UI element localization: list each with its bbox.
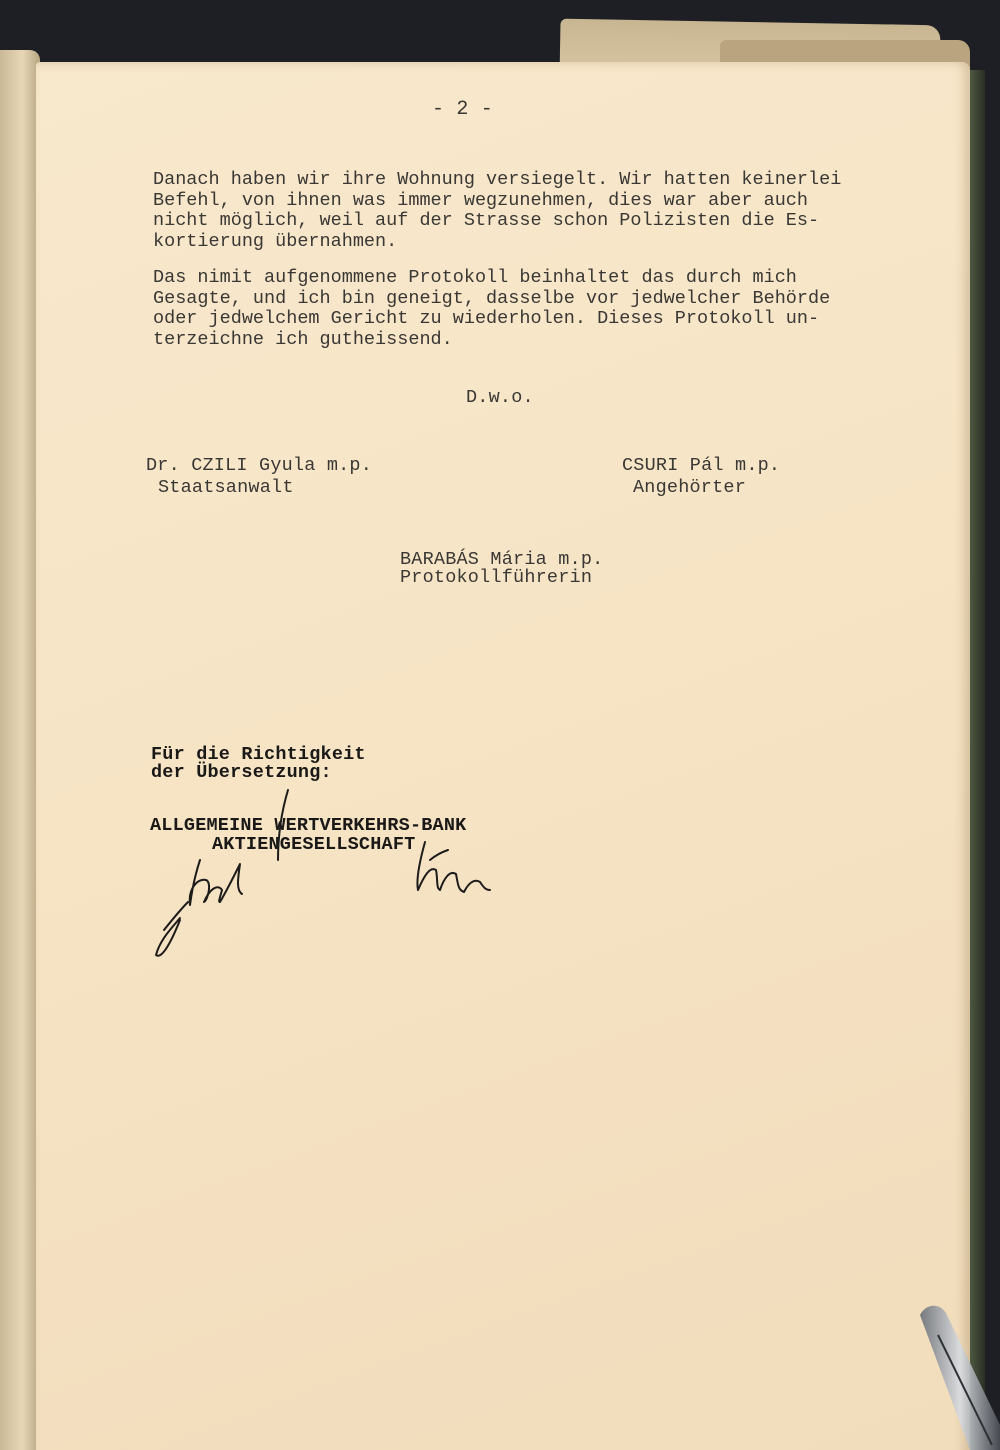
paragraph-2-line: Das nimit aufgenommene Protokoll beinhaltet das durch mich bbox=[153, 267, 797, 288]
signatory-right-name: CSURI Pál m.p. bbox=[622, 455, 781, 476]
paragraph-2-line: Gesagte, und ich bin geneigt, dasselbe vor jedwelcher Behörde bbox=[153, 287, 831, 309]
signatory-left-role: Staatsanwalt bbox=[158, 477, 294, 498]
company-name-line-1: ALLGEMEINE WERTVERKEHRS-BANK bbox=[150, 815, 467, 836]
signatory-left-name: Dr. CZILI Gyula m.p. bbox=[146, 455, 373, 476]
closing-dwo: D.w.o. bbox=[466, 387, 534, 408]
left-page-edge bbox=[0, 50, 40, 1450]
signatory-center-role: Protokollführerin bbox=[400, 567, 593, 588]
paragraph-1-line: nicht möglich, weil auf der Strasse schon Polizisten die Es- bbox=[153, 210, 820, 231]
certification-line-1: Für die Richtigkeit bbox=[151, 744, 366, 765]
paragraph-1-line: Danach haben wir ihre Wohnung versiegelt. Wir hatten keinerlei bbox=[153, 169, 842, 190]
paragraph-2-line: terzeichne ich gutheissend. bbox=[153, 328, 453, 350]
handwritten-signatures bbox=[140, 790, 520, 980]
company-name-line-2: AKTIENGESELLSCHAFT bbox=[212, 834, 416, 855]
document-page bbox=[36, 62, 970, 1450]
paragraph-1 bbox=[153, 170, 841, 252]
paragraph-1-line: Befehl, von ihnen was immer wegzunehmen, dies war aber auch bbox=[153, 189, 809, 211]
paragraph-2-line: oder jedwelchem Gericht zu wiederholen. Dieses Protokoll un- bbox=[153, 308, 820, 329]
tweezers-object bbox=[900, 1295, 1000, 1450]
signatory-right-role: Angehörter bbox=[633, 477, 747, 498]
signatory-center-name: BARABÁS Mária m.p. bbox=[400, 549, 604, 570]
paragraph-2 bbox=[153, 268, 830, 350]
page-number: - 2 - bbox=[432, 98, 494, 121]
certification-line-2: der Übersetzung: bbox=[151, 762, 332, 783]
paragraph-1-line: kortierung übernahmen. bbox=[153, 230, 398, 252]
